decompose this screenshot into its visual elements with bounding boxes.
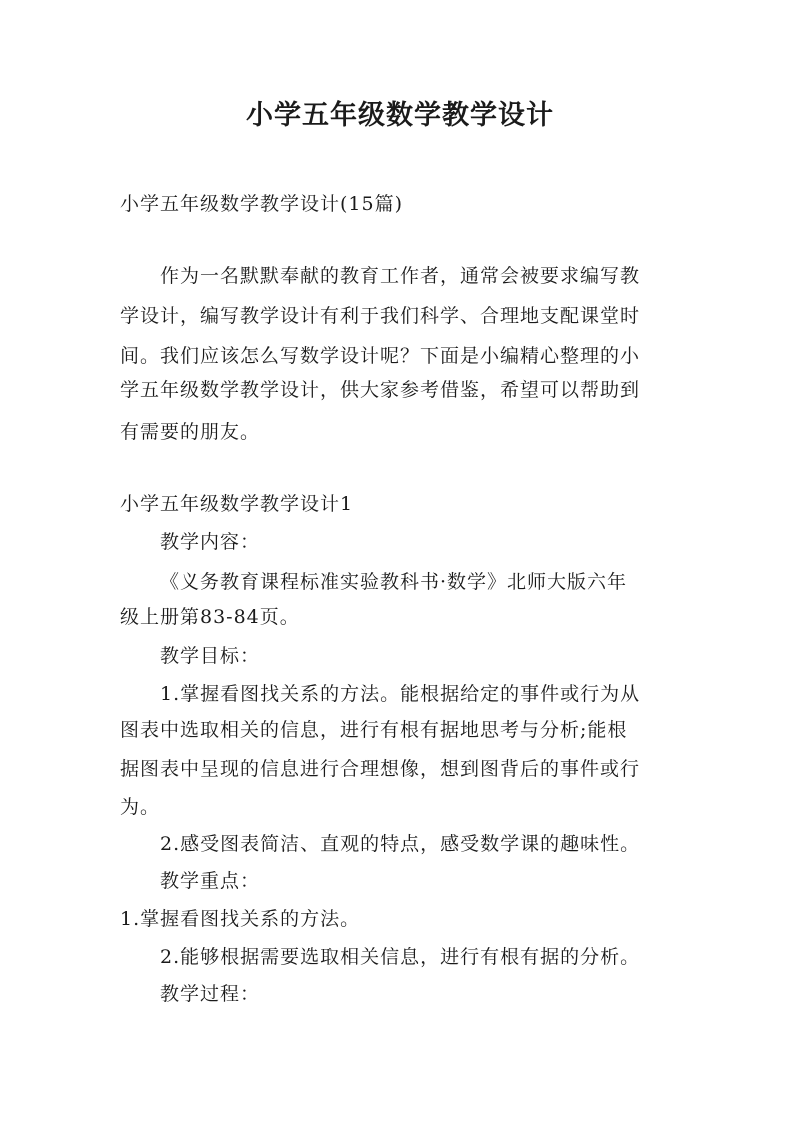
intro-line: 学设计，编写教学设计有利于我们科学、合理地支配课堂时 (120, 305, 641, 327)
content-label: 教学内容： (160, 531, 261, 553)
intro-line: 学五年级数学教学设计，供大家参考借鉴，希望可以帮助到 (120, 379, 641, 401)
document-title: 小学五年级数学教学设计 (246, 100, 554, 131)
goals-label: 教学目标： (160, 645, 261, 667)
goal-line: 据图表中呈现的信息进行合理想像，想到图背后的事件或行 (120, 758, 641, 780)
content-line: 《义务教育课程标准实验教科书·数学》北师大版六年 (160, 571, 628, 593)
goal-line: 1.掌握看图找关系的方法。能根据给定的事件或行为从 (160, 683, 641, 705)
key-line: 2.能够根据需要选取相关信息，进行有根有据的分析。 (160, 946, 641, 968)
process-label: 教学过程： (160, 983, 261, 1005)
goal-line: 2.感受图表简洁、直观的特点，感受数学课的趣味性。 (160, 833, 641, 855)
document-subtitle: 小学五年级数学教学设计(15篇) (120, 193, 404, 215)
content-line: 级上册第83-84页。 (120, 606, 300, 628)
intro-line: 作为一名默默奉献的教育工作者，通常会被要求编写教 (160, 265, 641, 287)
section-heading: 小学五年级数学教学设计1 (120, 493, 354, 515)
key-line: 1.掌握看图找关系的方法。 (120, 908, 361, 930)
goal-line: 图表中选取相关的信息，进行有根有据地思考与分析;能根 (120, 719, 628, 741)
key-label: 教学重点： (160, 870, 261, 892)
intro-line: 有需要的朋友。 (120, 421, 261, 443)
intro-line: 间。我们应该怎么写数学设计呢？下面是小编精心整理的小 (120, 345, 641, 367)
goal-line: 为。 (120, 796, 161, 818)
